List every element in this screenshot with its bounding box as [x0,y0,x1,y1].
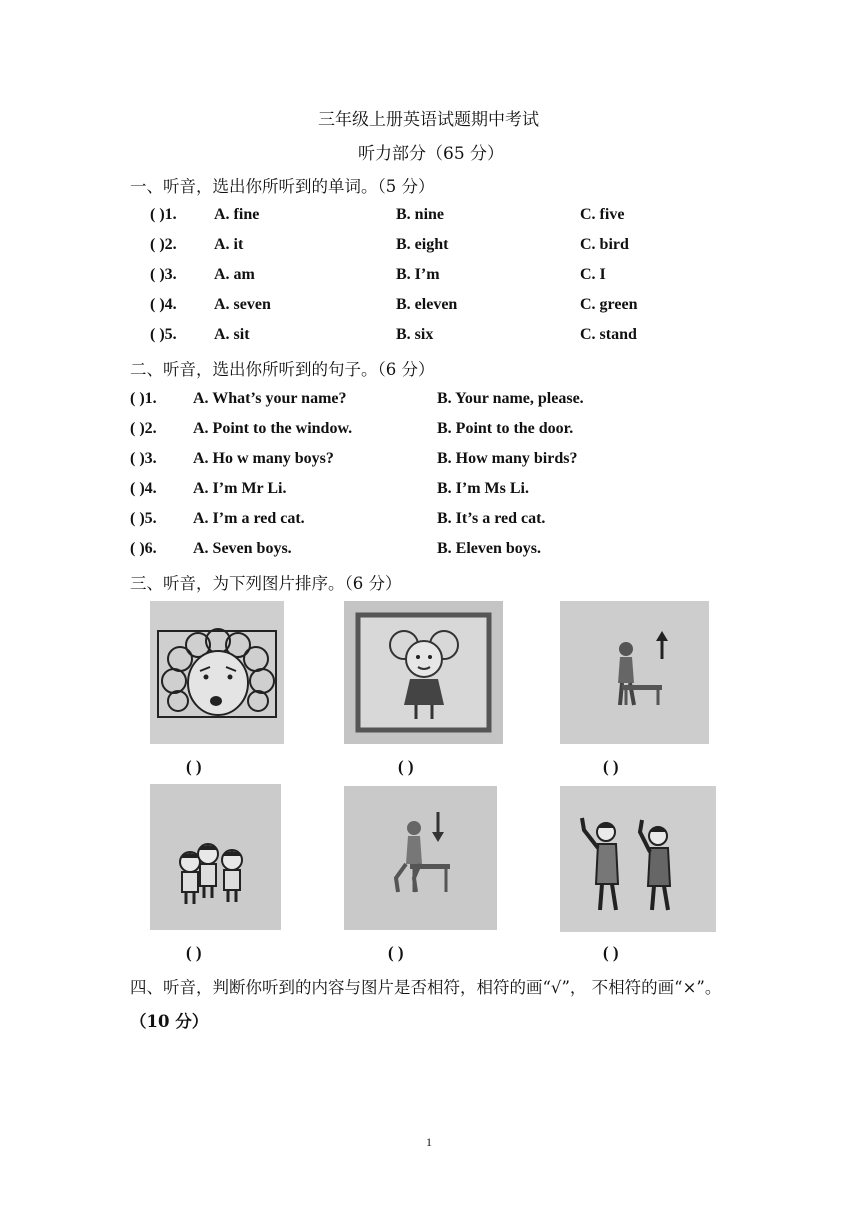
s1-q5-num: ( )5. [150,326,177,343]
page-subtitle: 听力部分（65 分） [358,144,505,164]
s1-q2-num: ( )2. [150,236,177,253]
s2-q5-b: B. It’s a red cat. [437,510,546,527]
s1-q1-num: ( )1. [150,206,177,223]
s2-q2-num: ( )2. [130,420,157,437]
s2-q1-b: B. Your name, please. [437,390,584,407]
s1-q2-a: A. it [214,236,244,253]
s1-q3-c: C. I [580,266,606,283]
section1-heading: 一、听音，选出你所听到的单词。（5 分） [130,177,435,196]
s1-q2-c: C. bird [580,236,629,253]
girl-with-pigtails-icon [344,601,503,744]
s1-q3-b: B. I’m [396,266,440,283]
s1-q1-b: B. nine [396,206,445,223]
s1-q5-c: C. stand [580,326,637,343]
section3-heading: 三、听音，为下列图片排序。（6 分） [130,574,402,593]
s2-q4-b: B. I’m Ms Li. [437,480,529,497]
s2-q5-a: A. I’m a red cat. [193,510,305,527]
s1-q5-b: B. six [396,326,434,343]
s1-q5-a: A. sit [214,326,250,343]
s2-q2-a: A. Point to the window. [193,420,353,437]
s1-q4-a: A. seven [214,296,271,313]
s2-q3-b: B. How many birds? [437,450,578,467]
answer-blank-2[interactable]: ( ) [398,757,414,776]
s1-q4-num: ( )4. [150,296,177,313]
s2-q4-a: A. I’m Mr Li. [193,480,287,497]
s2-q3-num: ( )3. [130,450,157,467]
page-title: 三年级上册英语试题期中考试 [318,110,539,130]
s1-q1-a: A. fine [214,206,260,223]
s1-q1-c: C. five [580,206,625,223]
s1-q4-b: B. eleven [396,296,458,313]
answer-blank-4[interactable]: ( ) [186,943,202,962]
s2-q4-num: ( )4. [130,480,157,497]
s1-q4-c: C. green [580,296,638,313]
s1-q2-b: B. eight [396,236,449,253]
three-boys-icon [150,784,281,930]
two-men-waving-icon [560,786,716,932]
page-number: 1 [426,1135,432,1149]
section4-points: （10 分） [130,1012,209,1031]
answer-blank-3[interactable]: ( ) [603,757,619,776]
s2-q5-num: ( )5. [130,510,157,527]
boy-sitting-down-icon [344,786,497,930]
s2-q2-b: B. Point to the door. [437,420,574,437]
s2-q6-b: B. Eleven boys. [437,540,542,557]
boy-standing-up-icon [560,601,709,744]
answer-blank-6[interactable]: ( ) [603,943,619,962]
s1-q3-a: A. am [214,266,255,283]
answer-blank-5[interactable]: ( ) [388,943,404,962]
s2-q6-num: ( )6. [130,540,157,557]
s2-q1-a: A. What’s your name? [193,390,347,407]
section2-heading: 二、听音，选出你所听到的句子。（6 分） [130,360,435,379]
answer-blank-1[interactable]: ( ) [186,757,202,776]
section4-heading: 四、听音，判断你听到的内容与图片是否相符，相符的画“√”， 不相符的画“×”。 [130,978,722,997]
face-with-curly-hair-icon [150,601,284,744]
s2-q6-a: A. Seven boys. [193,540,292,557]
s2-q3-a: A. Ho w many boys? [193,450,334,467]
s2-q1-num: ( )1. [130,390,157,407]
s1-q3-num: ( )3. [150,266,177,283]
